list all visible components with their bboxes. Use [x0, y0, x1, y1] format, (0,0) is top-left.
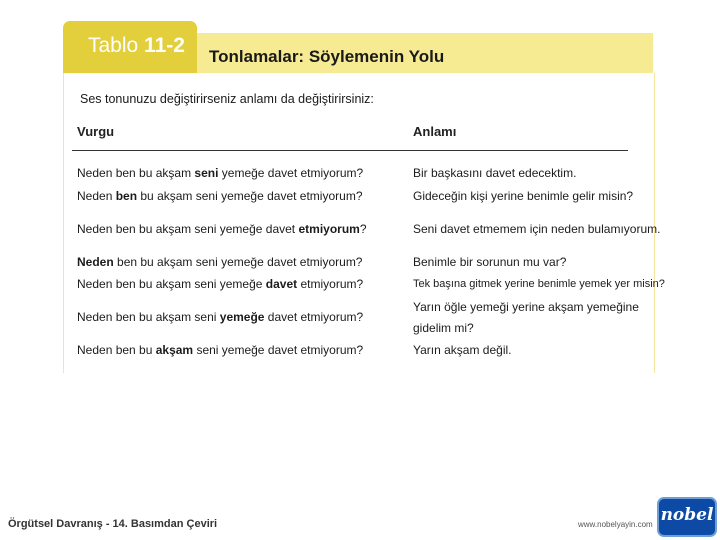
table-prefix: Tablo [88, 34, 139, 57]
sentence-text: Neden ben bu [77, 343, 156, 357]
vurgu-cell [77, 274, 363, 295]
meaning-line: Gideceğin kişi yerine benimle gelir misin? [413, 189, 634, 203]
anlami-cell [413, 219, 660, 240]
sentence-text: ben bu akşam seni yemeğe davet etmiyorum? [113, 255, 363, 269]
meaning-line: Yarın akşam değil. [413, 343, 512, 357]
meaning-line: Benimle bir sorunun mu var? [413, 255, 567, 269]
meaning-line: Tek başına gitmek yerine benimle yemek yer misin? [413, 278, 665, 290]
publisher-logo [657, 497, 717, 537]
table-header-band [197, 33, 653, 73]
table-number [88, 34, 185, 58]
anlami-cell [413, 252, 566, 273]
vurgu-cell [77, 307, 363, 328]
emphasized-word: ben [115, 189, 138, 203]
emphasized-word: akşam [155, 343, 194, 357]
meaning-line: Yarın öğle yemeği yerine akşam yemeğine [413, 300, 639, 314]
logo-text: nobel [660, 505, 714, 525]
column-header-anlami: Anlamı [413, 124, 457, 139]
table-number-tab [63, 21, 197, 73]
vurgu-cell [77, 163, 363, 184]
intro-text: Ses tonunuzu değiştirirseniz anlamı da değiştirirsiniz: [80, 92, 374, 106]
table-title: Tonlamalar: Söylemenin Yolu [209, 47, 445, 66]
vurgu-cell [77, 219, 367, 240]
vurgu-cell [77, 252, 362, 273]
sentence-text: seni yemeğe davet etmiyorum? [193, 343, 364, 357]
vurgu-cell [77, 186, 363, 207]
column-header-vurgu: Vurgu [77, 124, 115, 139]
emphasized-word: yemeğe [219, 310, 265, 324]
emphasized-word: davet [265, 277, 298, 291]
anlami-cell [413, 274, 665, 295]
emphasized-word: Neden [77, 255, 114, 269]
anlami-cell [413, 340, 512, 361]
vurgu-cell [77, 340, 363, 361]
sentence-text: Neden ben bu akşam seni yemeğe davet [77, 222, 299, 236]
table-number-value: 11-2 [144, 34, 185, 57]
sentence-text: ? [359, 222, 367, 236]
anlami-cell [413, 297, 639, 339]
sentence-text: Neden [77, 189, 116, 203]
sentence-text: Neden ben bu akşam seni [77, 310, 220, 324]
anlami-cell [413, 186, 633, 207]
sentence-text: Neden ben bu akşam [77, 166, 195, 180]
book-title: Örgütsel Davranış - 14. Basımdan Çeviri [8, 518, 218, 530]
sentence-text: etmiyorum? [297, 277, 364, 291]
header-divider [72, 150, 628, 151]
sentence-text: Neden ben bu akşam seni yemeğe [77, 277, 266, 291]
sentence-text: davet etmiyorum? [264, 310, 364, 324]
sentence-text: yemeğe davet etmiyorum? [218, 166, 364, 180]
emphasized-word: seni [194, 166, 219, 180]
sentence-text: bu akşam seni yemeğe davet etmiyorum? [137, 189, 363, 203]
meaning-line: Bir başkasını davet edecektim. [413, 166, 577, 180]
emphasized-word: etmiyorum [298, 222, 360, 236]
anlami-cell [413, 163, 576, 184]
publisher-url: www.nobelyayin.com [578, 520, 653, 529]
meaning-line: gidelim mi? [413, 321, 474, 335]
meaning-line: Seni davet etmemem için neden bulamıyorum. [413, 222, 661, 236]
